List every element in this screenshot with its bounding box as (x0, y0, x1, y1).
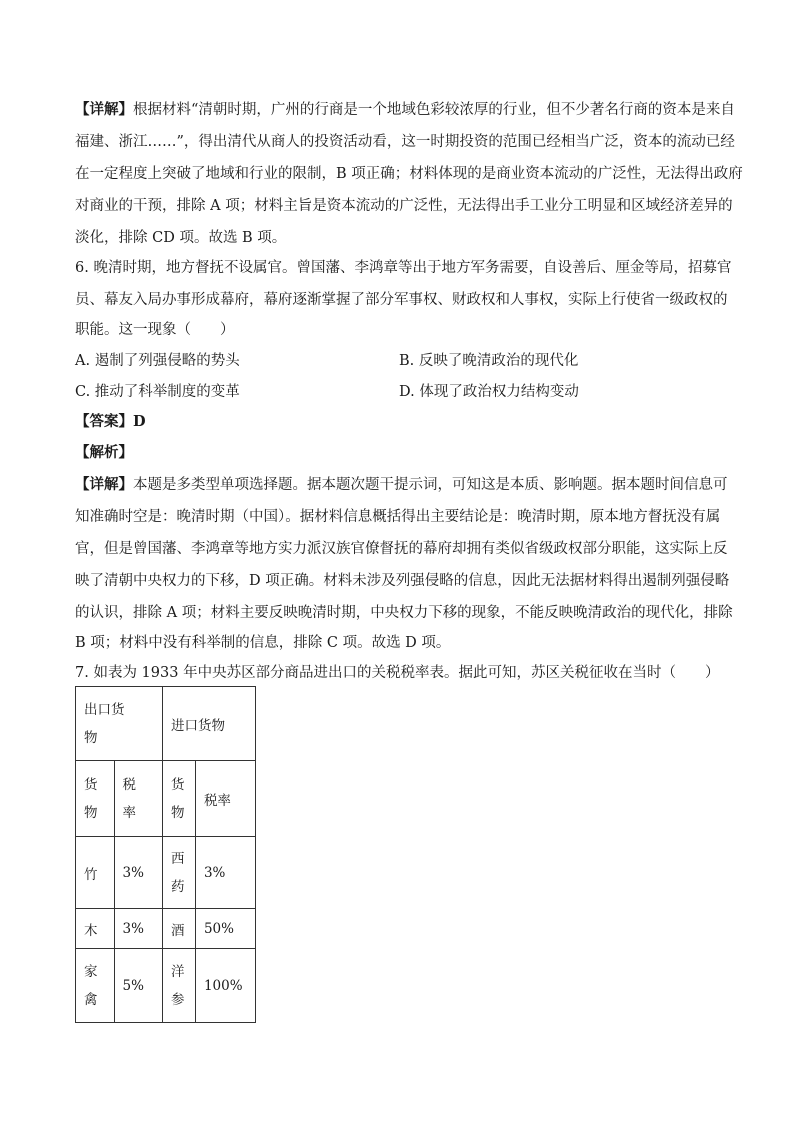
q6-option-a: A. 遏制了列强侵略的势头 (75, 353, 240, 369)
tariff-table (75, 686, 256, 1023)
export-goods-cell: 木 (76, 909, 115, 949)
table-subheader-row (76, 761, 256, 837)
import-rate-subheader: 税率 (195, 761, 255, 837)
q6-option-c: C. 推动了科举制度的变革 (75, 384, 240, 400)
q6-detail-label: 【详解】 (75, 476, 133, 493)
q6-detail-line-4: 映了清朝中央权力的下移，D 项正确。材料未涉及列强侵略的信息，因此无法据材料得出遏制列强侵略 (75, 573, 730, 589)
q6-answer: 【答案】D (75, 413, 146, 430)
q6-option-d: D. 体现了政治权力结构变动 (399, 384, 579, 400)
export-rate-cell: 3% (114, 909, 163, 949)
q6-analysis-heading: 【解析】 (75, 444, 133, 461)
q6-detail-line-2: 知准确时空是：晚清时期（中国）。据材料信息概括得出主要结论是：晚清时期，原本地方督抚没有属 (75, 509, 721, 525)
import-rate-cell: 50% (195, 909, 255, 949)
q6-detail-line-5: 的认识，排除 A 项；材料主要反映晚清时期，中央权力下移的现象，不能反映晚清政治的现代化，排除 (75, 605, 733, 621)
export-goods-subheader: 货 物 (76, 761, 115, 837)
q7-stem: 7. 如表为 1933 年中央苏区部分商品进出口的关税税率表。据此可知，苏区关税征收在当时（ ） (75, 665, 720, 681)
q6-detail-line-6: B 项；材料中没有科举制的信息，排除 C 项。故选 D 项。 (75, 635, 451, 651)
export-rate-cell: 5% (114, 949, 163, 1023)
q6-stem-line-1: 6. 晚清时期，地方督抚不设属官。曾国藩、李鸿章等出于地方军务需要，自设善后、厘金等局，招募官 (75, 260, 732, 276)
import-rate-cell: 3% (195, 837, 255, 909)
q5-detail-line-4: 对商业的干预，排除 A 项；材料主旨是资本流动的广泛性，无法得出手工业分工明显和区域经济差异的 (75, 198, 733, 214)
table-row (76, 949, 256, 1023)
export-rate-subheader: 税 率 (114, 761, 163, 837)
q6-detail-line-1: 【详解】本题是多类型单项选择题。据本题次题干提示词，可知这是本质、影响题。据本题时间信息可 (75, 476, 728, 493)
import-rate-cell: 100% (195, 949, 255, 1023)
q5-detail-line-5: 淡化，排除 CD 项。故选 B 项。 (75, 230, 287, 246)
q6-detail-line-3: 官，但是曾国藩、李鸿章等地方实力派汉族官僚督抚的幕府却拥有类似省级政权部分职能，这实际上反 (75, 541, 728, 557)
export-rate-cell: 3% (114, 837, 163, 909)
q5-detail-label: 【详解】 (75, 101, 133, 118)
table-row (76, 837, 256, 909)
table-header-row (76, 687, 256, 761)
import-goods-cell: 洋 参 (163, 949, 196, 1023)
q5-detail-line-2: 福建、浙江……”，得出清代从商人的投资活动看，这一时期投资的范围已经相当广泛，资本的流动已经 (75, 134, 735, 150)
q6-stem-line-3: 职能。这一现象（ ） (75, 322, 235, 338)
export-goods-cell: 竹 (76, 837, 115, 909)
table-row (76, 909, 256, 949)
q6-option-b: B. 反映了晚清政治的现代化 (399, 353, 579, 369)
q5-detail-line-3: 在一定程度上突破了地域和行业的限制，B 项正确；材料体现的是商业资本流动的广泛性，无法得出政府 (75, 166, 743, 182)
q6-stem-line-2: 员、幕友入局办事形成幕府，幕府逐渐掌握了部分军事权、财政权和人事权，实际上行使省一级政权的 (75, 292, 728, 308)
q5-detail-line-1: 【详解】根据材料“清朝时期，广州的行商是一个地域色彩较浓厚的行业，但不少著名行商的资本是来自 (75, 101, 735, 118)
import-goods-subheader: 货 物 (163, 761, 196, 837)
export-goods-cell: 家 禽 (76, 949, 115, 1023)
import-goods-cell: 西 药 (163, 837, 196, 909)
import-goods-header: 进口货物 (163, 687, 256, 761)
import-goods-cell: 酒 (163, 909, 196, 949)
export-goods-header: 出口货 物 (76, 687, 163, 761)
